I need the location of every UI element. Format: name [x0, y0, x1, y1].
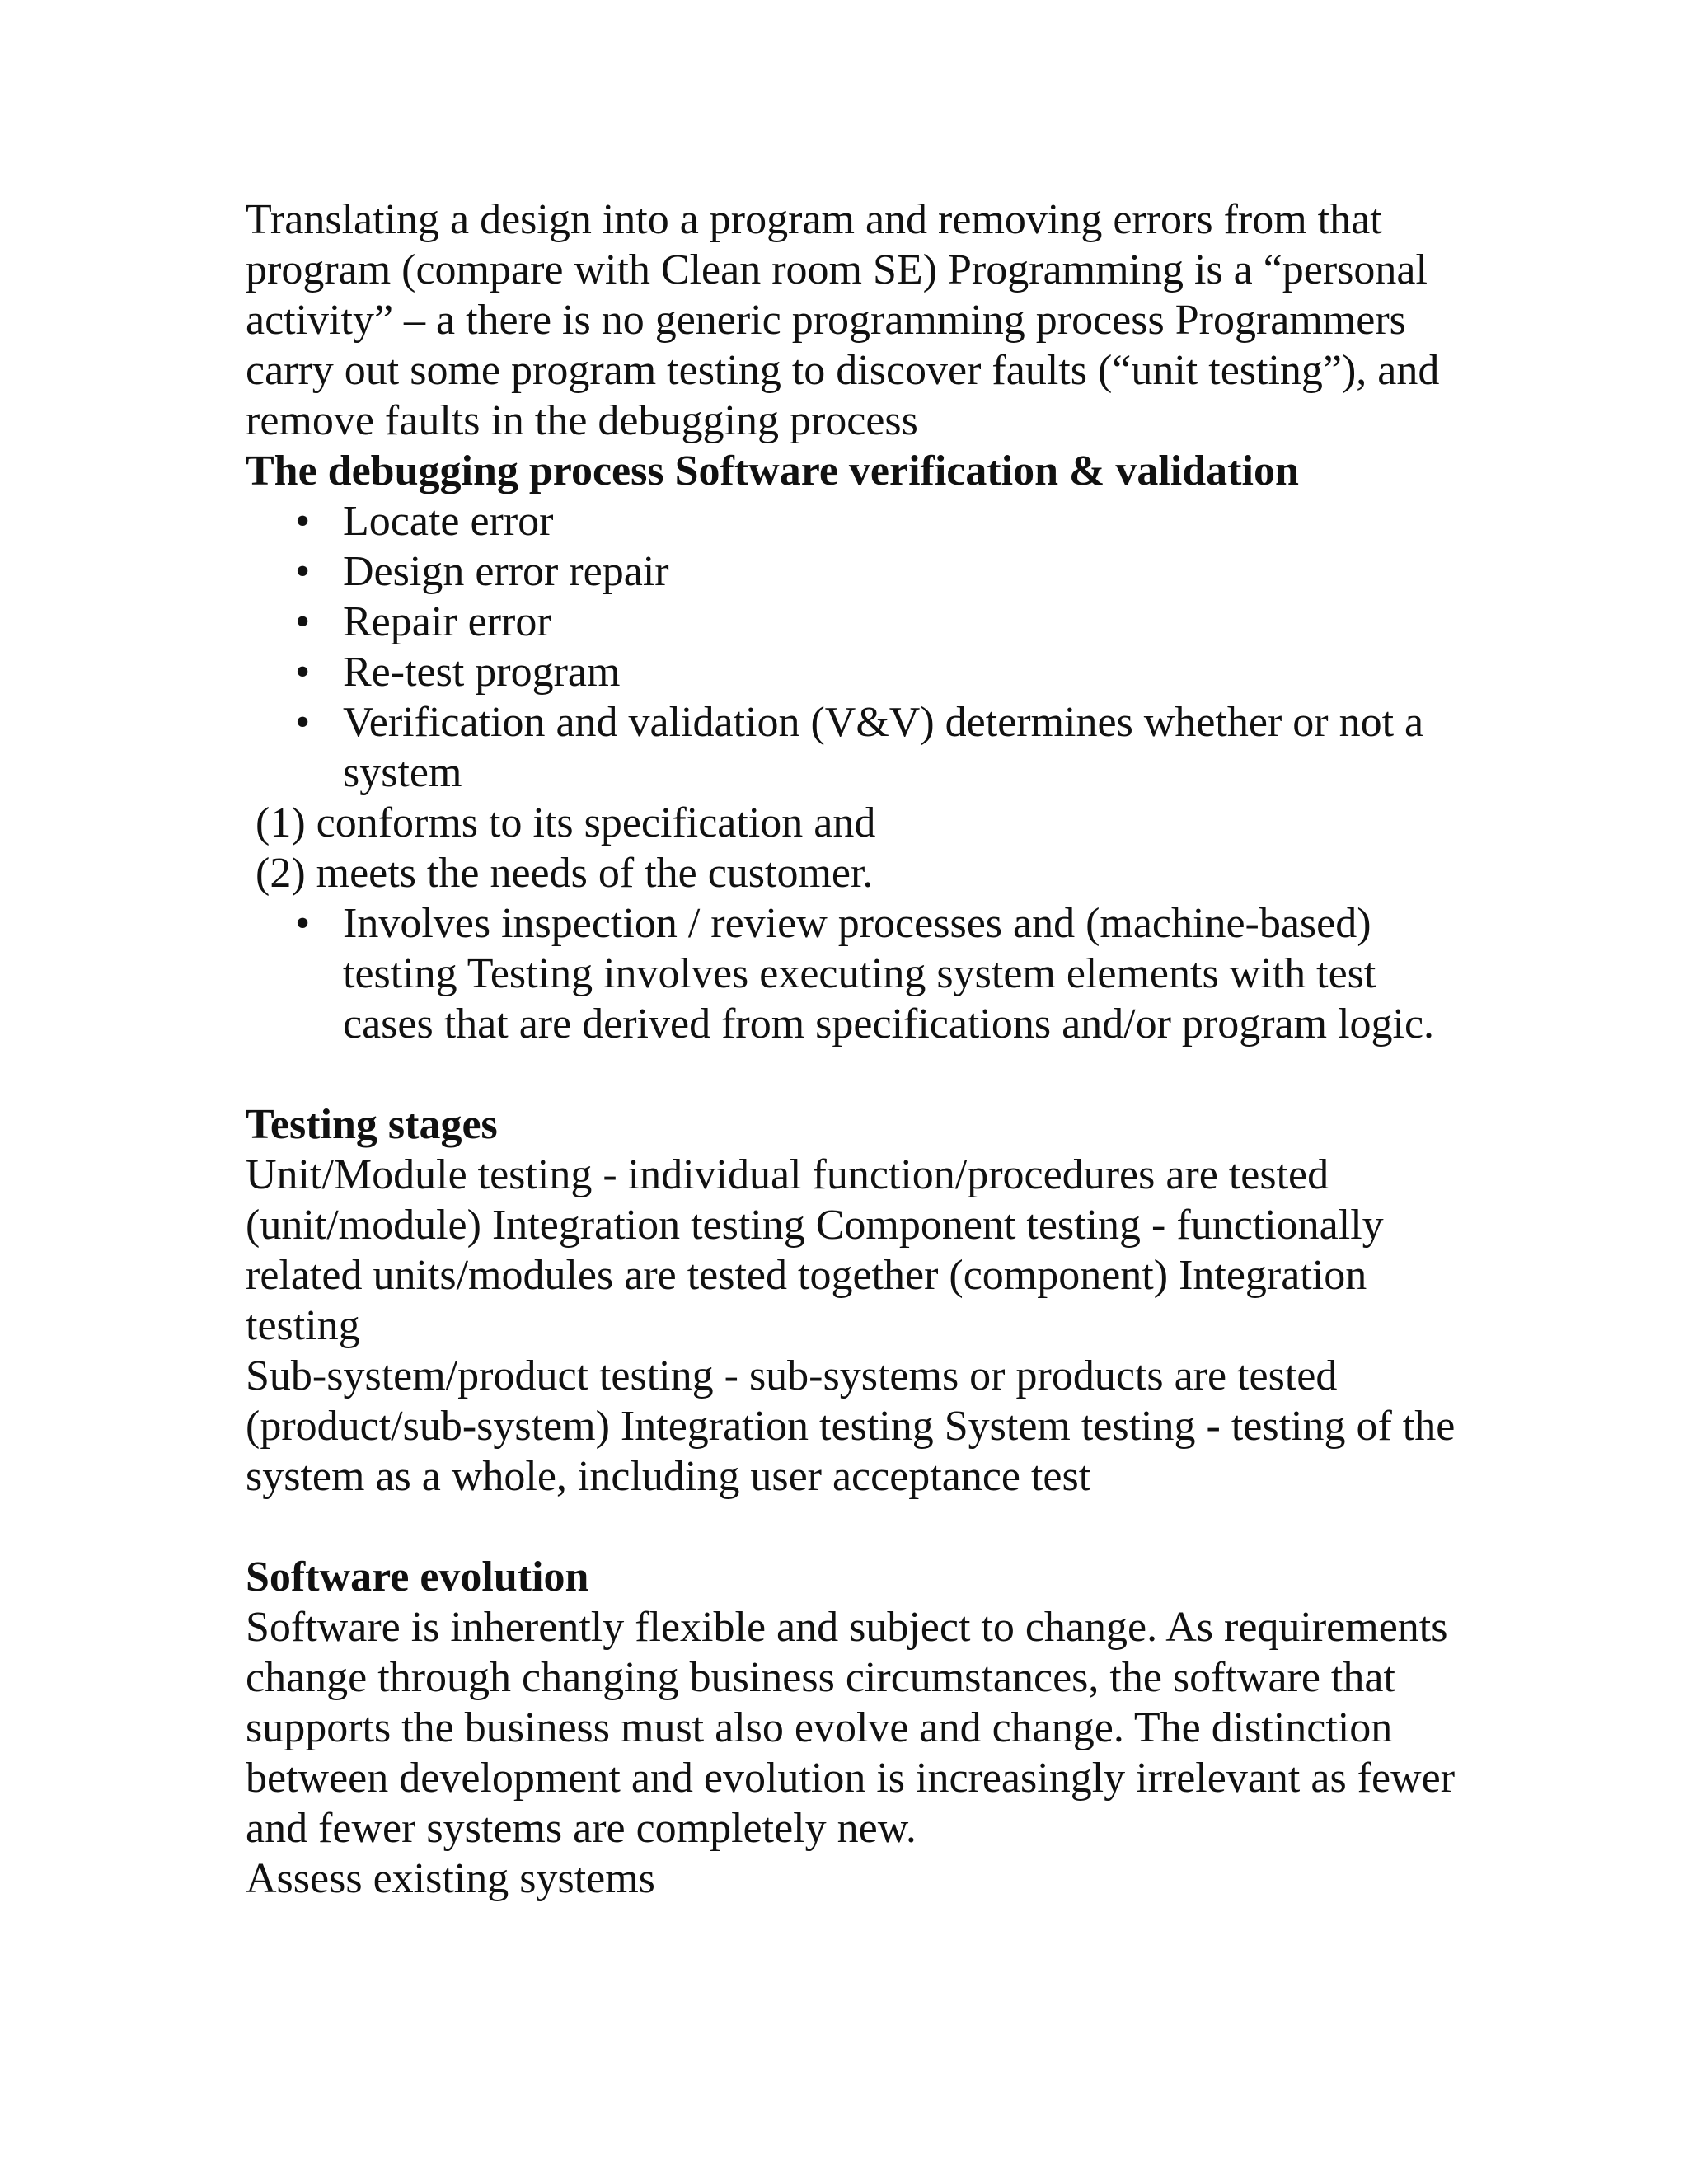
list-item: • Repair error — [343, 597, 1457, 647]
vv-condition-2: (2) meets the needs of the customer. — [256, 850, 874, 897]
list-item: • Re-test program — [343, 647, 1457, 697]
evolution-paragraph: Software is inherently flexible and subject to change. As requirements change through changing business circumstances, the software that supports the business must also evolve and change. The distinction between development and evolution is increasingly irrelevant as fewer and fewer systems are completely new. — [246, 1604, 1456, 1852]
list-item: • Design error repair — [343, 546, 1457, 597]
document-body — [246, 194, 1457, 1904]
list-item: • Verification and validation (V&V) determines whether or not a system — [343, 697, 1457, 798]
paragraph-spacer — [246, 1049, 1457, 1099]
vv-condition-1: (1) conforms to its specification and — [256, 799, 876, 846]
vv-bullets-list — [246, 898, 1457, 1049]
paragraph-spacer — [246, 1502, 1457, 1552]
testing-paragraph-1: Unit/Module testing - individual function/procedures are tested (unit/module) Integration testing Component testing - functionally related units/modules are tested together (component) Integration testing — [246, 1151, 1384, 1349]
list-item: • Involves inspection / review processes and (machine-based) testing Testing involves executing system elements with test cases that are derived from specifications and/or program logic. — [343, 898, 1457, 1049]
testing-paragraph-2: Sub-system/product testing - sub-systems or products are tested (product/sub-system) Integration testing System testing - testing of the system as a whole, including user acceptance test — [246, 1352, 1456, 1500]
evolution-heading: Software evolution — [246, 1554, 589, 1601]
intro-paragraph: Translating a design into a program and removing errors from that program (compare with Clean room SE) Programming is a “personal activity” – a there is no generic programming process Programmers carry out some program testing to discover faults (“unit testing”), and remove faults in the debugging process — [246, 196, 1440, 444]
evolution-last-line: Assess existing systems — [246, 1855, 655, 1902]
debugging-steps-list — [246, 496, 1457, 798]
debugging-heading: The debugging process Software verification & validation — [246, 448, 1299, 494]
testing-heading: Testing stages — [246, 1101, 498, 1148]
list-item: • Locate error — [343, 496, 1457, 546]
